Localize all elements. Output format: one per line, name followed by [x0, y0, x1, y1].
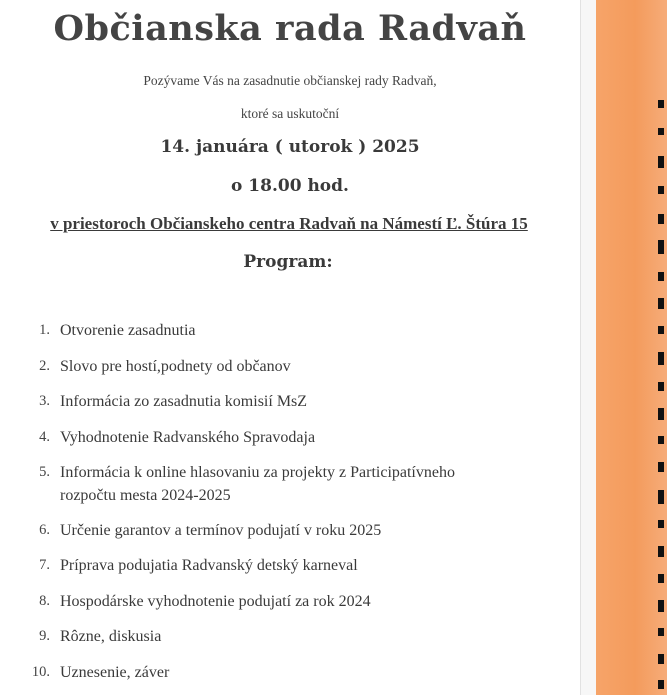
decorative-edge-marks — [652, 90, 667, 695]
agenda-item-number: 1. — [39, 322, 50, 338]
agenda-item-text: Rôzne, diskusia — [60, 628, 162, 645]
agenda-item-number: 8. — [39, 593, 50, 609]
agenda-item-text: Vyhodnotenie Radvanského Spravodaja — [60, 429, 316, 446]
invitation-text-2: ktoré sa uskutoční — [240, 106, 340, 121]
agenda-item-number: 9. — [39, 628, 50, 644]
meeting-place: v priestoroch Občianskeho centra Radvaň na Námestí Ľ. Štúra 15 — [50, 214, 528, 233]
page-title: Občianska rada Radvaň — [53, 8, 527, 49]
agenda-item-text: Príprava podujatia Radvanský detský karneval — [60, 557, 358, 574]
agenda-item-text: Otvorenie zasadnutia — [60, 322, 196, 339]
agenda-item-text: Uznesenie, záver — [60, 664, 170, 681]
meeting-time: o 18.00 hod. — [231, 176, 349, 196]
agenda-item-text: Slovo pre hostí,podnety od občanov — [60, 358, 291, 375]
page-margin — [580, 0, 596, 695]
agenda-item-number: 3. — [39, 393, 50, 409]
agenda-item-number: 5. — [39, 464, 50, 480]
invitation-text: Pozývame Vás na zasadnutie občianskej rady Radvaň, — [143, 73, 437, 88]
agenda-item-text: rozpočtu mesta 2024-2025 — [60, 487, 231, 504]
agenda-item-text: Určenie garantov a termínov podujatí v roku 2025 — [60, 522, 382, 539]
agenda-item-number: 2. — [39, 358, 50, 374]
program-heading: Program: — [243, 252, 333, 272]
agenda-item-text: Informácia k online hlasovaniu za projekty z Participatívneho — [60, 464, 455, 481]
agenda-item-number: 7. — [39, 557, 50, 573]
agenda-item-text: Hospodárske vyhodnotenie podujatí za rok 2024 — [60, 593, 371, 610]
agenda-item-number: 6. — [39, 522, 50, 538]
meeting-date: 14. januára ( utorok ) 2025 — [160, 137, 420, 157]
agenda-item-number: 10. — [31, 664, 50, 680]
agenda-item-number: 4. — [39, 429, 50, 445]
agenda-item-text: Informácia zo zasadnutia komisií MsZ — [60, 393, 308, 410]
